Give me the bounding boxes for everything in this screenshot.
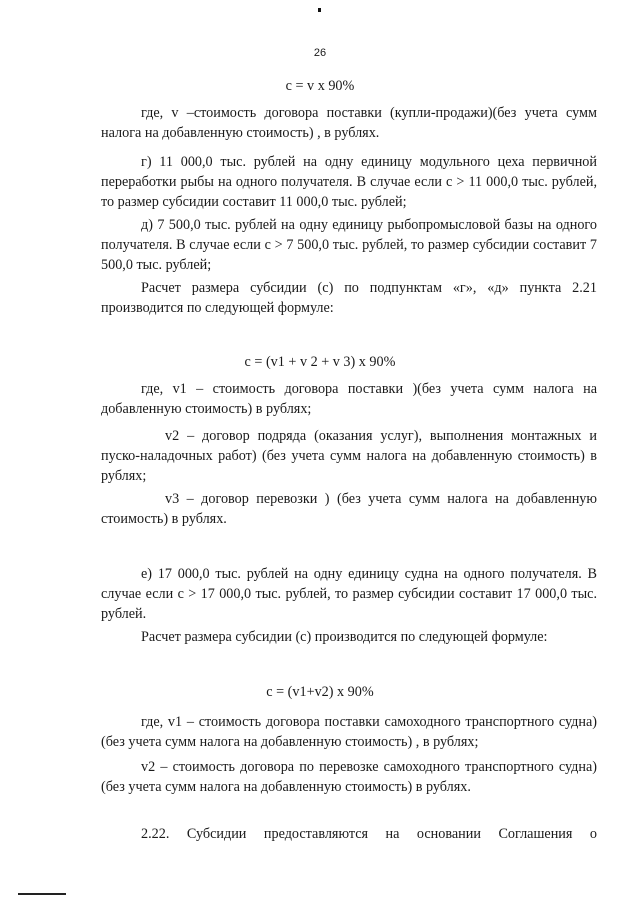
paragraph-v3-definition: v3 – договор перевозки ) (без учета сумм налога на добавленную стоимость) в рублях. bbox=[101, 491, 597, 527]
formula-c-v: с = v x 90% bbox=[285, 78, 355, 94]
paragraph-subsection-d: д) 7 500,0 тыс. рублей на одну единицу рыбопромысловой базы на одного получателя. В случае если с > 7 500,0 тыс. рублей, то размер субсидии составит 7 500,0 тыс. рублей; bbox=[101, 217, 597, 273]
paragraph-calculation-e: Расчет размера субсидии (с) производится по следующей формуле: bbox=[141, 629, 548, 645]
paragraph-2-22: 2.22. Субсидии предоставляются на основании Соглашения о bbox=[141, 826, 597, 842]
paragraph-subsection-g: г) 11 000,0 тыс. рублей на одну единицу модульного цеха первичной переработки рыбы на одного получателя. В случае если с > 11 000,0 тыс. рублей, то размер субсидии составит 11 000,0 тыс. рублей; bbox=[101, 154, 597, 210]
paragraph-v-definition: где, v –стоимость договора поставки (купли-продажи)(без учета сумм налога на добавленную стоимость) , в рублях. bbox=[101, 105, 597, 141]
paragraph-v1-definition: где, v1 – стоимость договора поставки )(без учета сумм налога на добавленную стоимость) в рублях; bbox=[101, 381, 597, 417]
paragraph-v1-vessel-definition: где, v1 – стоимость договора поставки самоходного транспортного судна) (без учета сумм налога на добавленную стоимость) , в рублях; bbox=[101, 714, 597, 750]
formula-c-v1-v2-v3: с = (v1 + v 2 + v 3) x 90% bbox=[244, 354, 396, 370]
paragraph-subsection-e: е) 17 000,0 тыс. рублей на одну единицу судна на одного получателя. В случае если с > 17 000,0 тыс. рублей, то размер субсидии составит 17 000,0 тыс. рублей. bbox=[101, 566, 597, 622]
paragraph-calculation-g-d: Расчет размера субсидии (с) по подпунктам «г», «д» пункта 2.21 производится по следующей формуле: bbox=[101, 280, 597, 316]
paragraph-v2-vessel-definition: v2 – стоимость договора по перевозке самоходного транспортного судна) (без учета сумм налога на добавленную стоимость) в рублях. bbox=[101, 759, 597, 795]
formula-c-v1-v2: с = (v1+v2) x 90% bbox=[266, 684, 374, 700]
page-number: 26 bbox=[313, 47, 327, 59]
paragraph-v2-definition: v2 – договор подряда (оказания услуг), выполнения монтажных и пуско-наладочных работ) (без учета сумм налога на добавленную стоимость) в рублях; bbox=[101, 428, 597, 484]
page-mark bbox=[318, 8, 321, 12]
footnote-separator bbox=[18, 893, 66, 895]
